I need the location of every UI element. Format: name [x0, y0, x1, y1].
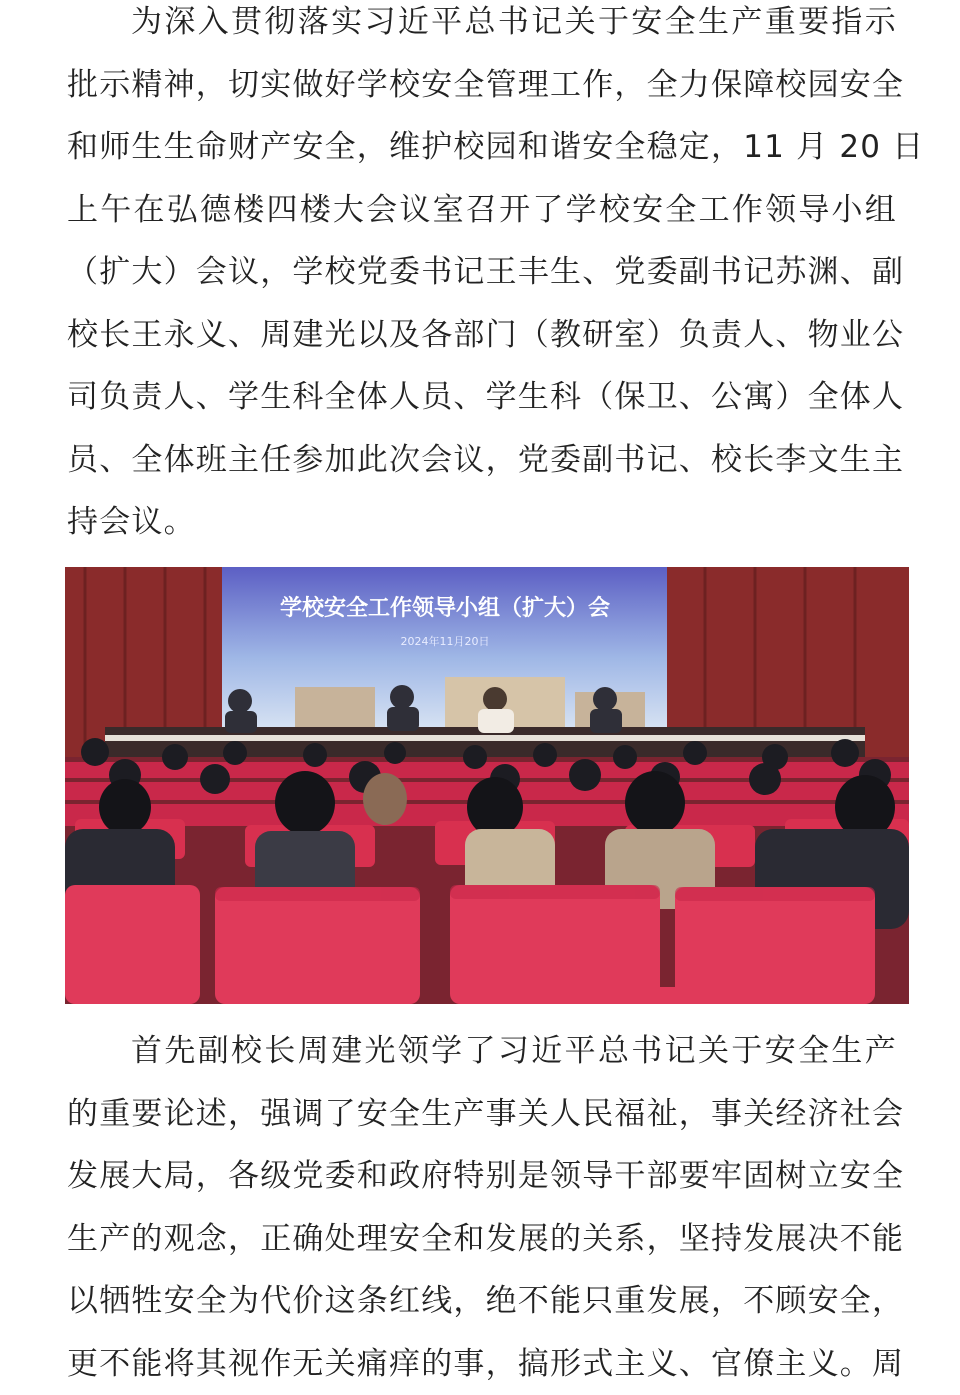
- text-line: 首先副校长周建光领学了习近平总书记关于安全生产: [67, 1020, 897, 1083]
- text-line: （扩大）会议，学校党委书记王丰生、党委副书记苏渊、副: [67, 241, 897, 304]
- text-line: 和师生生命财产安全，维护校园和谐安全稳定，11 月 20 日: [67, 116, 897, 179]
- text-line: 以牺牲安全为代价这条红线，绝不能只重发展，不顾安全，: [67, 1270, 897, 1333]
- text-line: 的重要论述，强调了安全生产事关人民福祉，事关经济社会: [67, 1083, 897, 1146]
- banner-date: 2024年11月20日: [401, 634, 490, 648]
- text-line: 批示精神，切实做好学校安全管理工作，全力保障校园安全: [67, 54, 897, 117]
- text-line: 司负责人、学生科全体人员、学生科（保卫、公寓）全体人: [67, 366, 897, 429]
- meeting-photo: [65, 567, 909, 1004]
- text-line: 为深入贯彻落实习近平总书记关于安全生产重要指示: [67, 0, 897, 54]
- text-line: 发展大局，各级党委和政府特别是领导干部要牢固树立安全: [67, 1145, 897, 1208]
- text-line: 持会议。: [67, 491, 897, 554]
- text-line: 更不能将其视作无关痛痒的事，搞形式主义、官僚主义。周: [67, 1333, 897, 1395]
- text-line: 上午在弘德楼四楼大会议室召开了学校安全工作领导小组: [67, 179, 897, 242]
- paragraph-body: [67, 1020, 897, 1395]
- meeting-photo-illustration: [65, 567, 909, 1004]
- text-line: 校长王永义、周建光以及各部门（教研室）负责人、物业公: [67, 304, 897, 367]
- text-line: 生产的观念，正确处理安全和发展的关系，坚持发展决不能: [67, 1208, 897, 1271]
- text-line: 员、全体班主任参加此次会议，党委副书记、校长李文生主: [67, 429, 897, 492]
- paragraph-intro: [67, 0, 897, 554]
- banner-title: 学校安全工作领导小组（扩大）会: [280, 595, 610, 621]
